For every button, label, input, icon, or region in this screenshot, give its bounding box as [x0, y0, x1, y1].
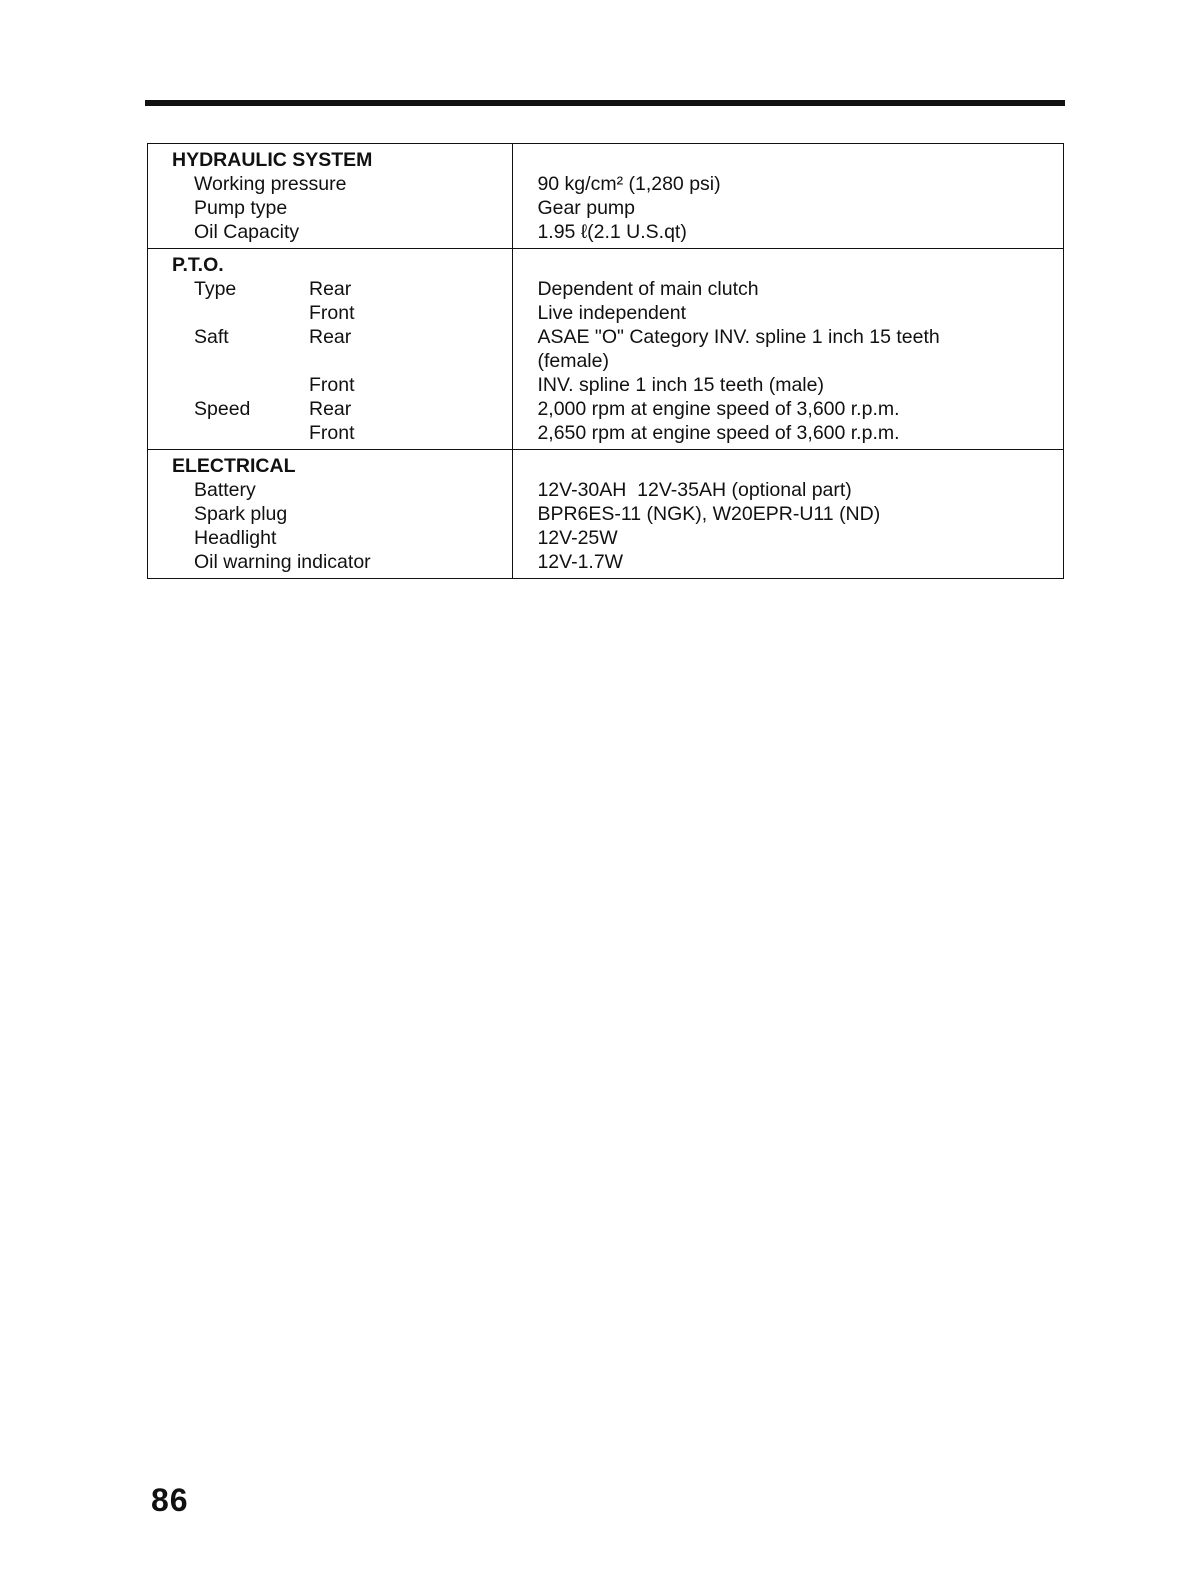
pto-labels-cell — [148, 249, 513, 450]
section-heading-electrical: ELECTRICAL — [172, 455, 296, 477]
spec-sublabel: Front — [309, 302, 355, 324]
spec-value: 12V-1.7W — [537, 551, 624, 573]
spec-table — [147, 143, 1064, 579]
spec-value: 12V-25W — [537, 527, 618, 549]
spec-sublabel: Rear — [309, 326, 352, 348]
spec-value: INV. spline 1 inch 15 teeth (male) — [537, 374, 824, 396]
page-number: 86 — [151, 1482, 189, 1518]
spec-label: Working pressure — [194, 173, 347, 195]
spec-value: Live independent — [537, 302, 686, 324]
spec-label: Pump type — [194, 197, 288, 219]
electrical-labels-cell — [148, 450, 513, 579]
spec-value: Gear pump — [537, 197, 636, 219]
spec-value: 1.95 ℓ(2.1 U.S.qt) — [537, 221, 687, 243]
spec-label: Saft — [194, 326, 229, 348]
spec-sublabel: Rear — [309, 278, 352, 300]
electrical-values-cell — [513, 450, 1064, 579]
spec-value: 2,650 rpm at engine speed of 3,600 r.p.m. — [537, 422, 900, 444]
spec-value: 2,000 rpm at engine speed of 3,600 r.p.m. — [537, 398, 900, 420]
section-heading-hydraulic: HYDRAULIC SYSTEM — [172, 149, 373, 171]
spec-label: Battery — [194, 479, 256, 501]
spec-label: Headlight — [194, 527, 277, 549]
spec-label: Oil warning indicator — [194, 551, 371, 573]
spec-value: ASAE "O" Category INV. spline 1 inch 15 teeth — [537, 326, 940, 348]
section-electrical — [148, 450, 1064, 579]
spec-value: (female) — [537, 350, 609, 372]
spec-sublabel: Front — [309, 422, 355, 444]
spec-value: 12V-30AH 12V-35AH (optional part) — [537, 479, 852, 501]
spec-value: Dependent of main clutch — [537, 278, 759, 300]
spec-value: BPR6ES-11 (NGK), W20EPR-U11 (ND) — [537, 503, 881, 525]
spec-label: Oil Capacity — [194, 221, 300, 243]
section-heading-pto: P.T.O. — [172, 254, 224, 276]
section-pto — [148, 249, 1064, 450]
hydraulic-labels-cell — [148, 144, 513, 249]
spec-label: Spark plug — [194, 503, 288, 525]
spec-sublabel: Rear — [309, 398, 352, 420]
spec-label: Speed — [194, 398, 251, 420]
section-hydraulic — [148, 144, 1064, 249]
pto-values-cell — [513, 249, 1064, 450]
hydraulic-values-cell — [513, 144, 1064, 249]
spec-label: Type — [194, 278, 237, 300]
spec-value: 90 kg/cm² (1,280 psi) — [537, 173, 721, 195]
spec-sublabel: Front — [309, 374, 355, 396]
top-rule — [145, 100, 1065, 106]
